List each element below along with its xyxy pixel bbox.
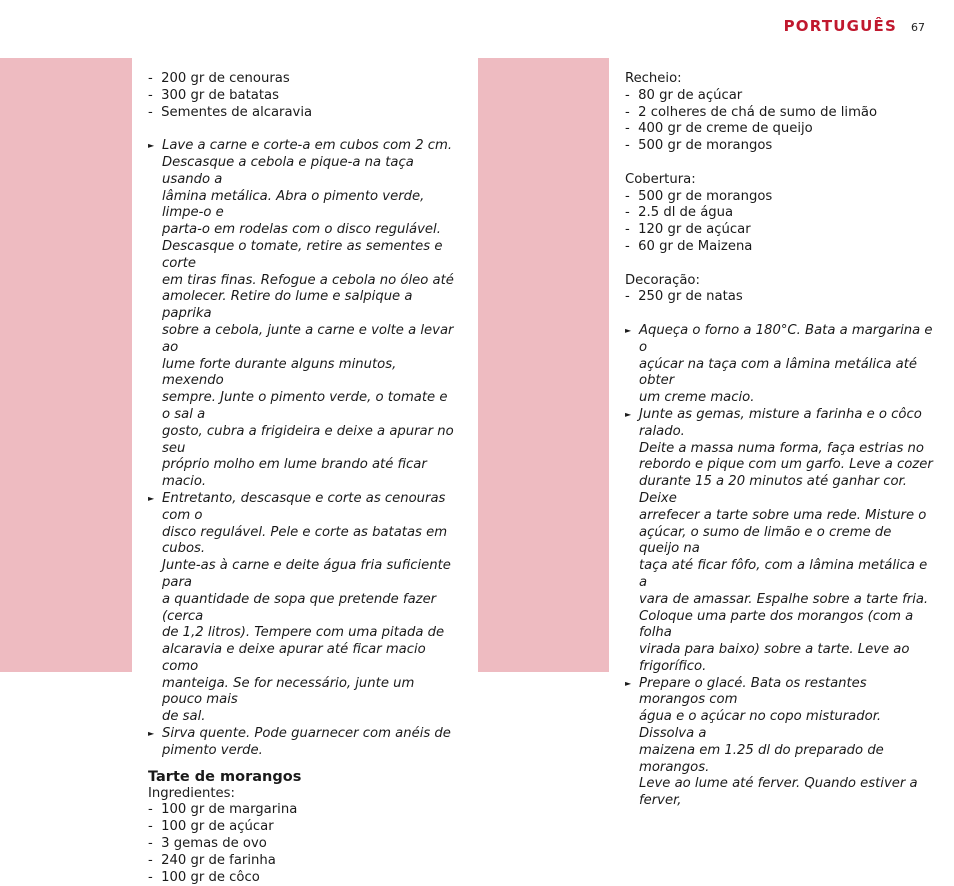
list-item: - 500 gr de morangos: [625, 138, 773, 154]
list-item: - 2 colheres de chá de sumo de limão: [625, 104, 878, 120]
instruction-step: ► Junte as gemas, misture a farinha e o côco ralado. Deite a massa numa forma, faça estrias no rebordo e pique com um garfo. Leve a cozer durante 15 a 20 minutos até ganhar cor. Deixe arrefecer a tarte sobre uma rede. Misture o açúcar, o sumo de limão e o creme de queijo na taça até ficar fôfo, com a lâmina metálica e a vara de amassar. Espalhe sobre a tarte fria. Coloque uma parte dos morangos (com a folha virada para baixo) sobre a tarte. Leve ao frigorífico.: [625, 406, 933, 674]
center-margin-band: [478, 58, 609, 672]
arrow-bullet-icon: ►: [148, 493, 155, 503]
list-item: - 80 gr de açúcar: [625, 87, 743, 103]
list-item: - 240 gr de farinha: [148, 852, 276, 868]
topping-list: [625, 189, 935, 256]
list-item: - 2.5 dl de água: [625, 205, 734, 221]
right-column: [625, 71, 935, 810]
left-margin-band: [0, 58, 132, 672]
arrow-bullet-icon: ►: [148, 141, 155, 151]
filling-label: Recheio:: [625, 71, 682, 86]
list-item: - 120 gr de açúcar: [625, 222, 751, 238]
page-header: [784, 17, 925, 35]
arrow-bullet-icon: ►: [625, 409, 632, 419]
list-item: - 100 gr de margarina: [148, 802, 298, 818]
instruction-step: ► Lave a carne e corte-a em cubos com 2 cm. Descasque a cebola e pique-a na taça usando a lâmina metálica. Abra o pimento verde, limpe-o e parta-o em rodelas com o disco regulável. Descasque o tomate, retire as sementes e corte em tiras finas. Refogue a cebola no óleo até amolecer. Retire do lume e salpique a paprika sobre a cebola, junte a carne e volte a levar ao lume forte durante alguns minutos, mexendo sempre. Junte o pimento verde, o tomate e o sal a gosto, cubra a frigideira e deixe a apurar no seu próprio molho em lume brando até ficar macio.: [148, 138, 454, 490]
list-item: - 200 gr de cenouras: [148, 71, 290, 86]
ingredient-list-soup: [148, 71, 458, 121]
list-item: - 300 gr de batatas: [148, 87, 280, 103]
list-item: - 60 gr de Maizena: [625, 238, 753, 254]
list-item: - 100 gr de côco: [148, 869, 260, 885]
topping-label: Cobertura:: [625, 171, 696, 187]
list-item: - 400 gr de creme de queijo: [625, 121, 813, 137]
instruction-step: ► Aqueça o forno a 180°C. Bata a margarina e o açúcar na taça com a lâmina metálica até obter um creme macio.: [625, 322, 933, 406]
page-number: 67: [911, 21, 925, 34]
language-label: PORTUGUÊS: [783, 17, 897, 35]
list-item: - 250 gr de natas: [625, 289, 743, 305]
list-item: - 500 gr de morangos: [625, 188, 773, 204]
decoration-label: Decoração:: [625, 272, 700, 288]
instruction-step: ► Entretanto, descasque e corte as cenouras com o disco regulável. Pele e corte as batatas em cubos. Junte-as à carne e deite água fria suficiente para a quantidade de sopa que pretende fazer (cerca de 1,2 litros). Tempere com uma pitada de alcaravia e deixe apurar até ficar macio como manteiga. Se for necessário, junte um pouco mais de sal.: [148, 490, 451, 725]
recipe-title: Tarte de morangos: [148, 768, 302, 785]
list-item: - 3 gemas de ovo: [148, 836, 267, 852]
left-column: [148, 71, 458, 886]
arrow-bullet-icon: ►: [625, 325, 632, 335]
ingredient-list-tart: [148, 802, 458, 886]
arrow-bullet-icon: ►: [625, 678, 632, 688]
decoration-list: [625, 289, 935, 306]
ingredients-label: Ingredientes:: [148, 785, 235, 801]
list-item: - 100 gr de açúcar: [148, 819, 274, 835]
instruction-step: ► Prepare o glacé. Bata os restantes morangos com água e o açúcar no copo misturador. Dissolva a maizena em 1.25 dl do preparado de morangos. Leve ao lume até ferver. Quando estiver a ferver,: [625, 675, 918, 809]
list-item: - Sementes de alcaravia: [148, 104, 313, 120]
arrow-bullet-icon: ►: [148, 729, 155, 739]
filling-list: [625, 88, 935, 155]
instruction-step: ► Sirva quente. Pode guarnecer com anéis de pimento verde.: [148, 726, 451, 758]
